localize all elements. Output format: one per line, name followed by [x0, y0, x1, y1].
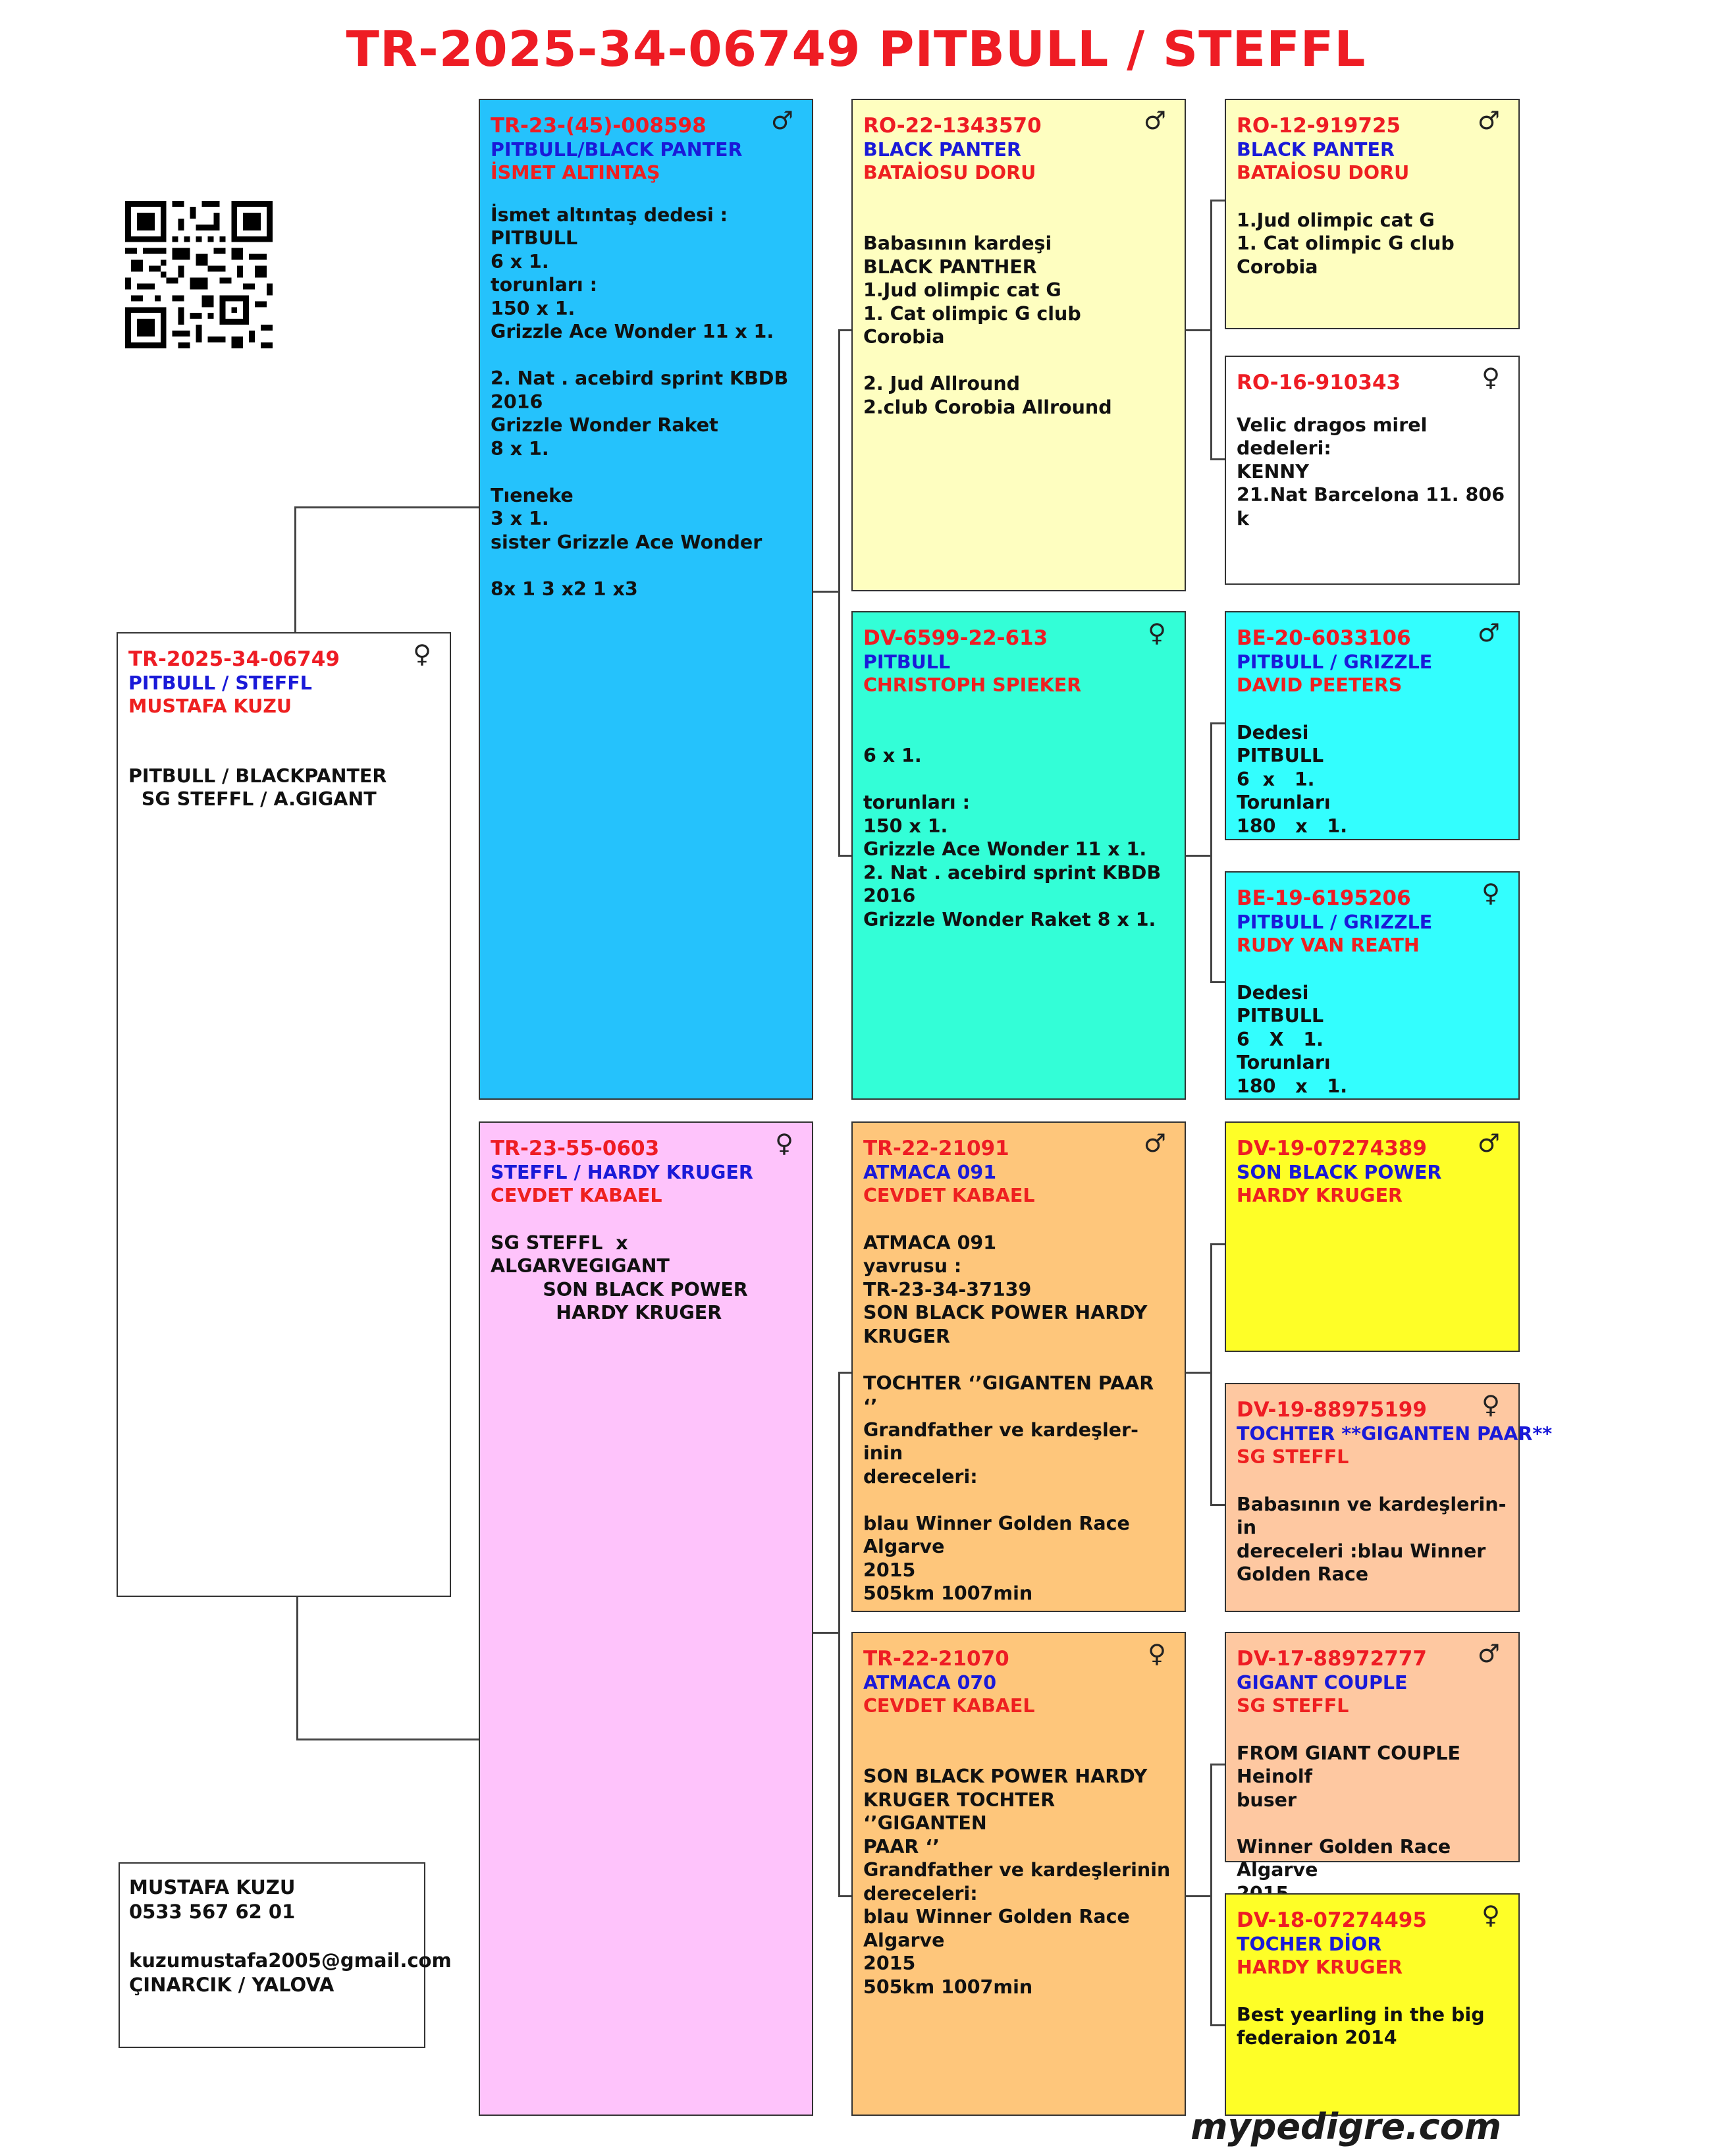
owner-name: HARDY KRUGER	[1237, 1185, 1403, 1206]
pigeon-card-dam-sire[interactable]	[851, 1121, 1186, 1612]
pigeon-card-gg8[interactable]	[1225, 1893, 1520, 2116]
pigeon-info: Velic dragos mirel dedeleri: KENNY 21.Nat Barcelona 11. 806 k	[1237, 414, 1505, 529]
pigeon-card-subject[interactable]	[117, 632, 451, 1597]
ring-number: TR-23-55-0603	[491, 1137, 660, 1160]
connector-line	[1210, 200, 1225, 202]
owner-name: BATAİOSU DORU	[863, 162, 1036, 184]
male-icon: ♂	[770, 106, 793, 135]
ring-number: TR-22-21091	[863, 1137, 1009, 1160]
ring-number: BE-19-6195206	[1237, 886, 1411, 910]
connector-line	[838, 1372, 851, 1374]
connector-line	[1210, 2024, 1225, 2026]
connector-line	[838, 1372, 840, 1897]
pigeon-card-gg6[interactable]	[1225, 1383, 1553, 1612]
connector-line	[1210, 722, 1225, 724]
ring-number: RO-12-919725	[1237, 114, 1401, 138]
ring-number: RO-22-1343570	[863, 114, 1042, 138]
ring-number: DV-19-07274389	[1237, 1137, 1427, 1160]
connector-line	[1185, 329, 1212, 331]
pigeon-info: Dedesi PITBULL 6 x 1. Torunları 180 x 1.	[1237, 721, 1348, 837]
female-icon: ♀	[1482, 1390, 1500, 1419]
connector-line	[294, 506, 479, 508]
pigeon-card-sire-sire[interactable]	[851, 99, 1186, 591]
connector-line	[812, 1632, 838, 1634]
male-icon: ♂	[1143, 106, 1166, 135]
female-icon: ♀	[1482, 1900, 1500, 1929]
pigeon-name: PITBULL	[863, 651, 951, 673]
pigeon-name: BLACK PANTER	[863, 138, 1021, 161]
connector-line	[1210, 1764, 1225, 1765]
pigeon-name: TOCHTER **GIGANTEN PAAR**	[1237, 1422, 1553, 1445]
pigeon-card-gg1[interactable]	[1225, 99, 1520, 329]
pigeon-name: STEFFL / HARDY KRUGER	[491, 1161, 753, 1183]
qr-code-icon	[125, 201, 273, 348]
connector-line	[294, 507, 296, 633]
connector-line	[1185, 1372, 1212, 1374]
pigeon-info: ATMACA 091 yavrusu : TR-23-34-37139 SON BLACK POWER HARDY KRUGER TOCHTER ‘’GIGANTEN PAAR ‘’ Grandfather ve kardeşler- inin dereceleri: blau Winner Golden Race Algarve 2015 505km 1007min	[863, 1231, 1154, 1604]
connector-line	[1210, 1504, 1225, 1506]
pigeon-card-gg3[interactable]	[1225, 611, 1520, 840]
pigeon-card-sire-dam[interactable]	[851, 611, 1186, 1100]
female-icon: ♀	[1482, 363, 1500, 392]
owner-name: HARDY KRUGER	[1237, 1956, 1403, 1978]
pigeon-info: FROM GIANT COUPLE Heinolf buser Winner Golden Race Algarve	[1237, 1742, 1460, 1881]
pigeon-name: BLACK PANTER	[1237, 138, 1395, 161]
pigeon-card-sire[interactable]	[479, 99, 813, 1100]
pigeon-info: 1.Jud olimpic cat G 1. Cat olimpic G club Corobia	[1237, 209, 1455, 278]
ring-number: DV-19-88975199	[1237, 1398, 1427, 1422]
pigeon-info: Best yearling in the big federaion 2014	[1237, 2003, 1485, 2049]
ring-number: DV-6599-22-613	[863, 626, 1048, 650]
pigeon-info: Babasının kardeşi BLACK PANTHER 1.Jud olimpic cat G 1. Cat olimpic G club Corobia 2. Jud Allround 2.club Corobia Allround	[863, 232, 1112, 418]
ring-number: DV-18-07274495	[1237, 1908, 1427, 1932]
pigeon-name: PITBULL / STEFFL	[128, 672, 312, 694]
owner-name: BATAİOSU DORU	[1237, 162, 1410, 184]
pigeon-name: PITBULL / GRIZZLE	[1237, 911, 1433, 933]
pigeon-name: PITBULL/BLACK PANTER	[491, 138, 743, 161]
pigeon-name: ATMACA 070	[863, 1671, 997, 1694]
female-icon: ♀	[1148, 618, 1166, 647]
pigeon-name: SON BLACK POWER	[1237, 1161, 1442, 1183]
pigeon-name: PITBULL / GRIZZLE	[1237, 651, 1433, 673]
pigeon-info: Dedesi PITBULL 6 X 1. Torunları 180 x 1.	[1237, 981, 1348, 1097]
pigeon-info: SG STEFFL x ALGARVEGIGANT SON BLACK POWER HARDY KRUGER	[491, 1231, 748, 1324]
connector-line	[1210, 722, 1212, 983]
pigeon-name: ATMACA 091	[863, 1161, 997, 1183]
connector-line	[1210, 1764, 1212, 2026]
connector-line	[1210, 1243, 1212, 1505]
owner-name: İSMET ALTINTAŞ	[491, 162, 660, 184]
ring-number: RO-16-910343	[1237, 371, 1401, 394]
pigeon-name: TOCHER DİOR	[1237, 1933, 1382, 1955]
owner-name: CEVDET KABAEL	[491, 1185, 662, 1206]
male-icon: ♂	[1143, 1129, 1166, 1158]
connector-line	[1210, 1243, 1225, 1245]
connector-line	[838, 855, 851, 857]
connector-line	[838, 329, 851, 331]
female-icon: ♀	[775, 1129, 793, 1158]
page-title: TR-2025-34-06749 PITBULL / STEFFL	[346, 21, 1366, 78]
male-icon: ♂	[1477, 1639, 1500, 1668]
pigeon-card-gg7[interactable]	[1225, 1632, 1520, 1881]
female-icon: ♀	[1482, 878, 1500, 907]
owner-name: MUSTAFA KUZU	[128, 695, 292, 717]
male-icon: ♂	[1477, 1129, 1500, 1158]
owner-name: SG STEFFL	[1237, 1695, 1349, 1717]
owner-name: CEVDET KABAEL	[863, 1185, 1035, 1206]
owner-name: DAVID PEETERS	[1237, 674, 1403, 696]
male-icon: ♂	[1477, 106, 1500, 135]
pigeon-card-dam-dam[interactable]	[851, 1632, 1186, 2116]
female-icon: ♀	[1148, 1639, 1166, 1668]
pigeon-info: PITBULL / BLACKPANTER SG STEFFL / A.GIGANT	[128, 765, 387, 810]
pigeon-card-gg5[interactable]	[1225, 1121, 1520, 1352]
pigeon-info: Babasının ve kardeşlerin- in dereceleri :blau Winner Golden Race	[1237, 1493, 1507, 1585]
pigeon-info: SON BLACK POWER HARDY KRUGER TOCHTER ‘’GIGANTEN PAAR ‘’ Grandfather ve kardeşlerinin dereceleri: blau Winner Golden Race Algarve 2015 505km 1007min	[863, 1765, 1171, 1998]
connector-line	[838, 329, 840, 856]
pigeon-info: 6 x 1. torunları : 150 x 1. Grizzle Ace Wonder 11 x 1. 2. Nat . acebird sprint KBDB 2016 Grizzle Wonder Raket 8 x 1.	[863, 745, 1162, 930]
ring-number: TR-22-21070	[863, 1647, 1009, 1671]
connector-line	[296, 1738, 479, 1740]
connector-line	[1185, 855, 1212, 857]
pigeon-info: İsmet altıntaş dedesi : PITBULL 6 x 1. torunları : 150 x 1. Grizzle Ace Wonder 11 x 1. 2. Nat . acebird sprint KBDB 2016 Grizzle Wonder Raket 8 x 1. Tıeneke 3 x 1. sister Grizzle Ace Wonder 8x 1 3 x2 1 x3	[491, 203, 789, 600]
owner-name: CHRISTOPH SPIEKER	[863, 674, 1082, 696]
connector-line	[812, 591, 838, 593]
ring-number: DV-17-88972777	[1237, 1647, 1427, 1671]
pigeon-card-dam[interactable]	[479, 1121, 813, 2116]
male-icon: ♂	[1477, 618, 1500, 647]
connector-line	[1185, 1895, 1212, 1897]
footer-logo[interactable]: mypedigre.com	[1190, 2106, 1501, 2147]
connector-line	[838, 1895, 851, 1897]
owner-name: SG STEFFL	[1237, 1446, 1349, 1468]
connector-line	[1210, 981, 1225, 983]
female-icon: ♀	[413, 639, 431, 668]
pigeon-name: GIGANT COUPLE	[1237, 1671, 1408, 1694]
connector-line	[1210, 458, 1225, 460]
breeder-contact-box: MUSTAFA KUZU 0533 567 62 01 kuzumustafa2005@gmail.com ÇINARCIK / YALOVA	[119, 1862, 425, 2048]
owner-name: RUDY VAN REATH	[1237, 934, 1420, 956]
connector-line	[296, 1597, 298, 1740]
ring-number: TR-2025-34-06749	[128, 647, 340, 671]
pigeon-card-gg4[interactable]	[1225, 871, 1520, 1100]
connector-line	[1210, 200, 1212, 460]
ring-number: TR-23-(45)-008598	[491, 114, 707, 138]
ring-number: BE-20-6033106	[1237, 626, 1411, 650]
owner-name: CEVDET KABAEL	[863, 1695, 1035, 1717]
pigeon-card-gg2[interactable]	[1225, 356, 1520, 585]
